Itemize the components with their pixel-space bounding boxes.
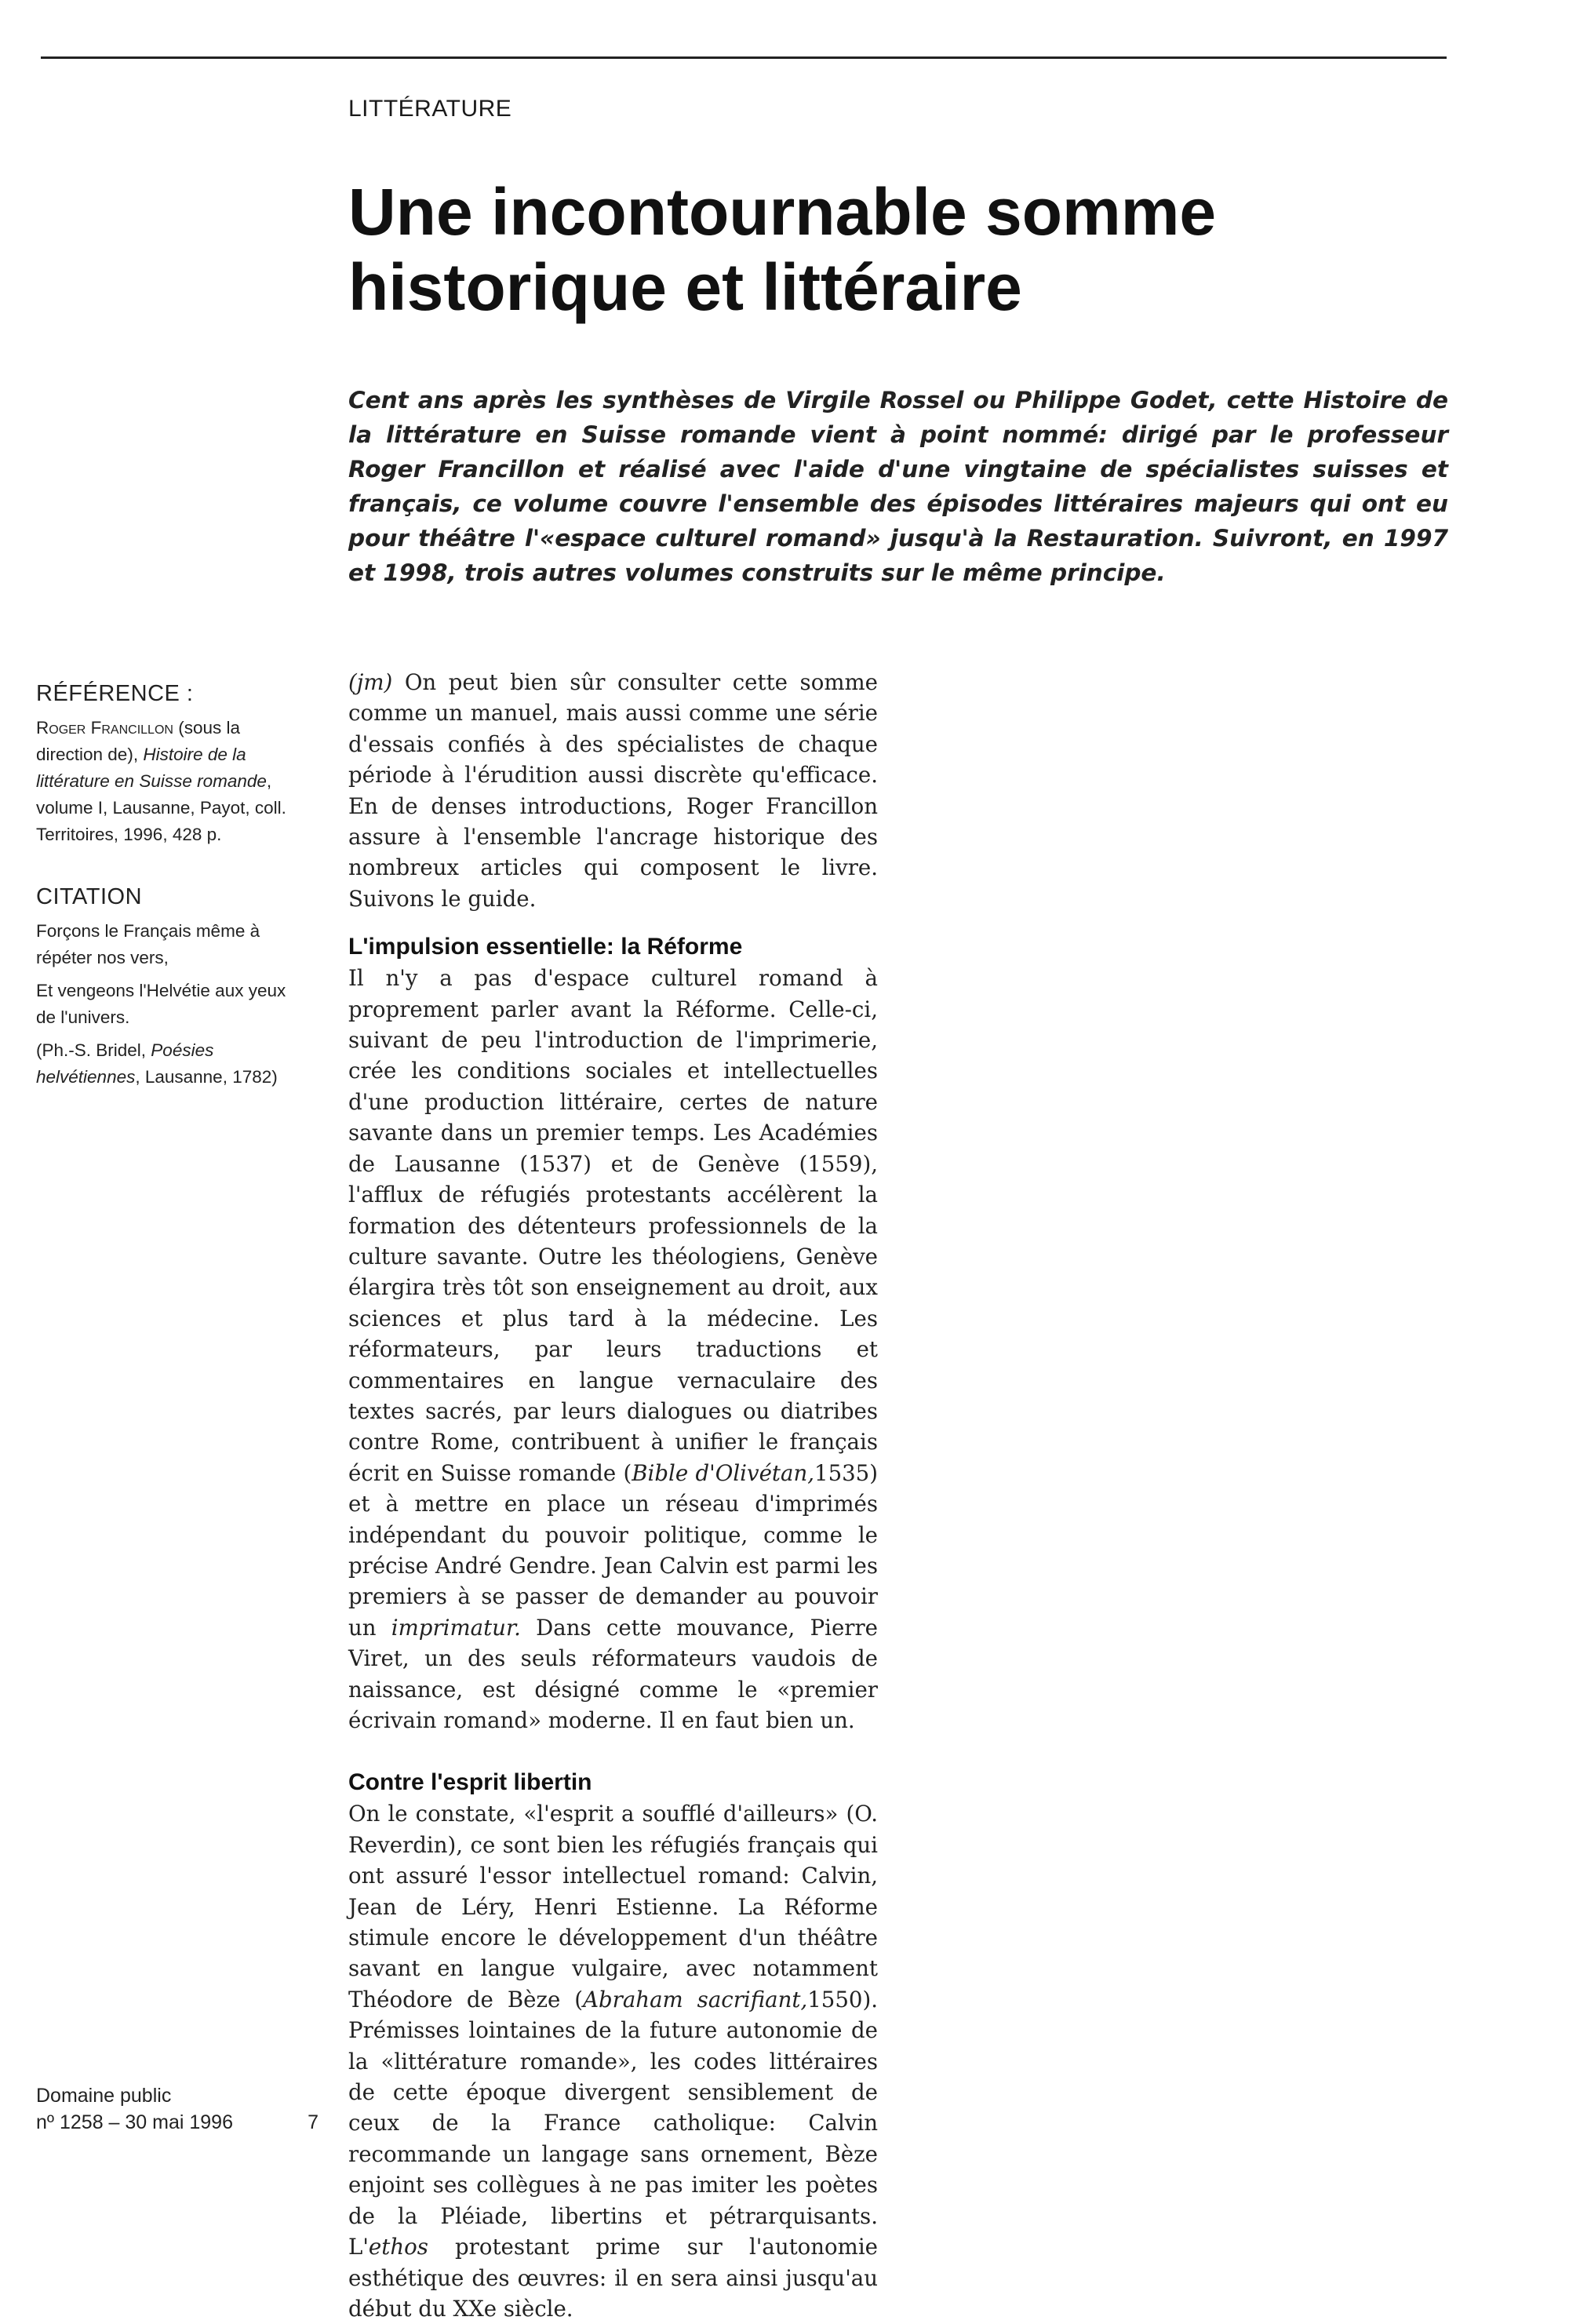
article-column-1 <box>348 667 878 2324</box>
article-lead: Cent ans après les synthèses de Virgile Rossel ou Philippe Godet, cette Histoire de la littérature en Suisse romande vient à point nommé: dirigé par le professeur Roger Francillon et réalisé avec l'aide d'une vingtaine de spécialistes suisses et français, ce volume couvre l'ensemble des épisodes littéraires majeurs qui ont eu pour théâtre l'«espace culturel romand» jusqu'à la Restauration. Suivront, en 1997 et 1998, trois autres volumes construits sur le même principe. <box>348 387 1448 586</box>
top-rule <box>41 56 1447 59</box>
sidebar <box>36 681 303 1097</box>
citation-source-prefix: (Ph.-S. Bridel, <box>36 1040 151 1060</box>
reforme-text-b: 1535) et à mettre en place un réseau d'imprimés indépendant du pouvoir politique, comme le précise André Gendre. Jean Calvin est parmi les premiers à se passer de demander au pouvoir un <box>348 1459 879 1641</box>
libertin-italic-1: Abraham sacrifiant, <box>583 1986 808 2013</box>
heading-libertin: Contre l'esprit libertin <box>348 1769 592 1796</box>
section-label: LITTÉRATURE <box>348 96 512 122</box>
citation-source-work: Poésies helvétiennes <box>36 1040 214 1087</box>
paragraph-libertin <box>348 1798 878 2324</box>
title-line-2: historique et littéraire <box>348 250 1022 324</box>
citation-line-2: Et vengeons l'Helvétie aux yeux de l'univers. <box>36 981 286 1027</box>
citation-source <box>36 1037 303 1091</box>
reference-text <box>36 715 303 848</box>
intro-initials: (jm) <box>348 669 393 695</box>
heading-reforme: L'impulsion essentielle: la Réforme <box>348 934 743 960</box>
reforme-text-a: Il n'y a pas d'espace culturel romand à proprement parler avant la Réforme. Celle-ci, suivant de peu l'introduction de l'imprimerie, crée les conditions sociales et intellectuelles d'une production littéraire, certes de nature savante dans un premier temps. Les Académies de Lausanne (1537) et de Genève (1559), l'afflux de réfugiés protestants accélèrent la formation des détenteurs professionnels de la culture savante. Outre les théologiens, Genève élargira très tôt son enseignement au droit, aux sciences et plus tard à la médecine. Les réformateurs, par leurs traductions et commentaires en langue vernaculaire des textes sacrés, par leurs dialogues ou diatribes contre Rome, contribuent à unifier le français écrit en Suisse romande ( <box>348 965 878 1486</box>
libertin-text-a: On le constate, «l'esprit a soufflé d'ailleurs» (O. Reverdin), ce sont bien les réfugiés français qui ont assuré l'essor intellectuel romand: Calvin, Jean de Léry, Henri Estienne. La Réforme stimule encore le développement d'un théâtre savant en langue vulgaire, avec notamment Théodore de Bèze ( <box>348 1801 878 2013</box>
citation-source-suffix: , Lausanne, 1782) <box>135 1067 278 1087</box>
title-line-1: Une incontournable somme <box>348 175 1217 249</box>
article-title <box>348 174 1447 325</box>
libertin-italic-2: ethos <box>368 2234 428 2260</box>
page-footer <box>36 2082 319 2136</box>
reference-work: Histoire de la littérature en Suisse romande <box>36 745 267 791</box>
reference-role: (sous la direction de), <box>36 718 240 764</box>
reference-author: Roger Francillon <box>36 718 173 738</box>
paragraph-reforme <box>348 963 878 1736</box>
intro-text: On peut bien sûr consulter cette somme comme un manuel, mais aussi comme une série d'essais confiés à des spécialistes de chaque période à l'érudition aussi discrète qu'efficace. En de denses introductions, Roger Francillon assure à l'ensemble l'ancrage historique des nombreux articles qui composent le livre. Suivons le guide. <box>348 669 878 912</box>
reference-heading: RÉFÉRENCE : <box>36 681 194 706</box>
libertin-text-c: protestant prime sur l'autonomie esthétique des œuvres: il en sera ainsi jusqu'au début du XXe siècle. <box>348 2234 878 2322</box>
reforme-text-c: Dans cette mouvance, Pierre Viret, un des seuls réformateurs vaudois de naissance, est désigné comme le «premier écrivain romand» moderne. Il en faut bien un. <box>348 1614 878 1733</box>
page-number: 7 <box>308 2111 319 2133</box>
intro-paragraph <box>348 667 878 914</box>
issue-line: nº 1258 – 30 mai 1996 <box>36 2111 233 2133</box>
citation-heading: CITATION <box>36 884 143 909</box>
publication-name: Domaine public <box>36 2085 172 2107</box>
reference-details: , volume I, Lausanne, Payot, coll. Territoires, 1996, 428 p. <box>36 771 286 844</box>
reforme-italic-2: imprimatur. <box>391 1614 521 1641</box>
libertin-text-b: 1550). Prémisses lointaines de la future autonomie de la «littérature romande», les codes littéraires de cette époque divergent sensiblement de ceux de la France catholique: Calvin recommande un langage sans ornement, Bèze enjoint ses collègues à ne pas imiter les poètes de la Pléiade, libertins et pétrarquisants. L' <box>348 1986 878 2260</box>
reforme-italic-1: Bible d'Olivétan, <box>632 1459 815 1486</box>
citation-line-1: Forçons le Français même à répéter nos vers, <box>36 921 260 967</box>
